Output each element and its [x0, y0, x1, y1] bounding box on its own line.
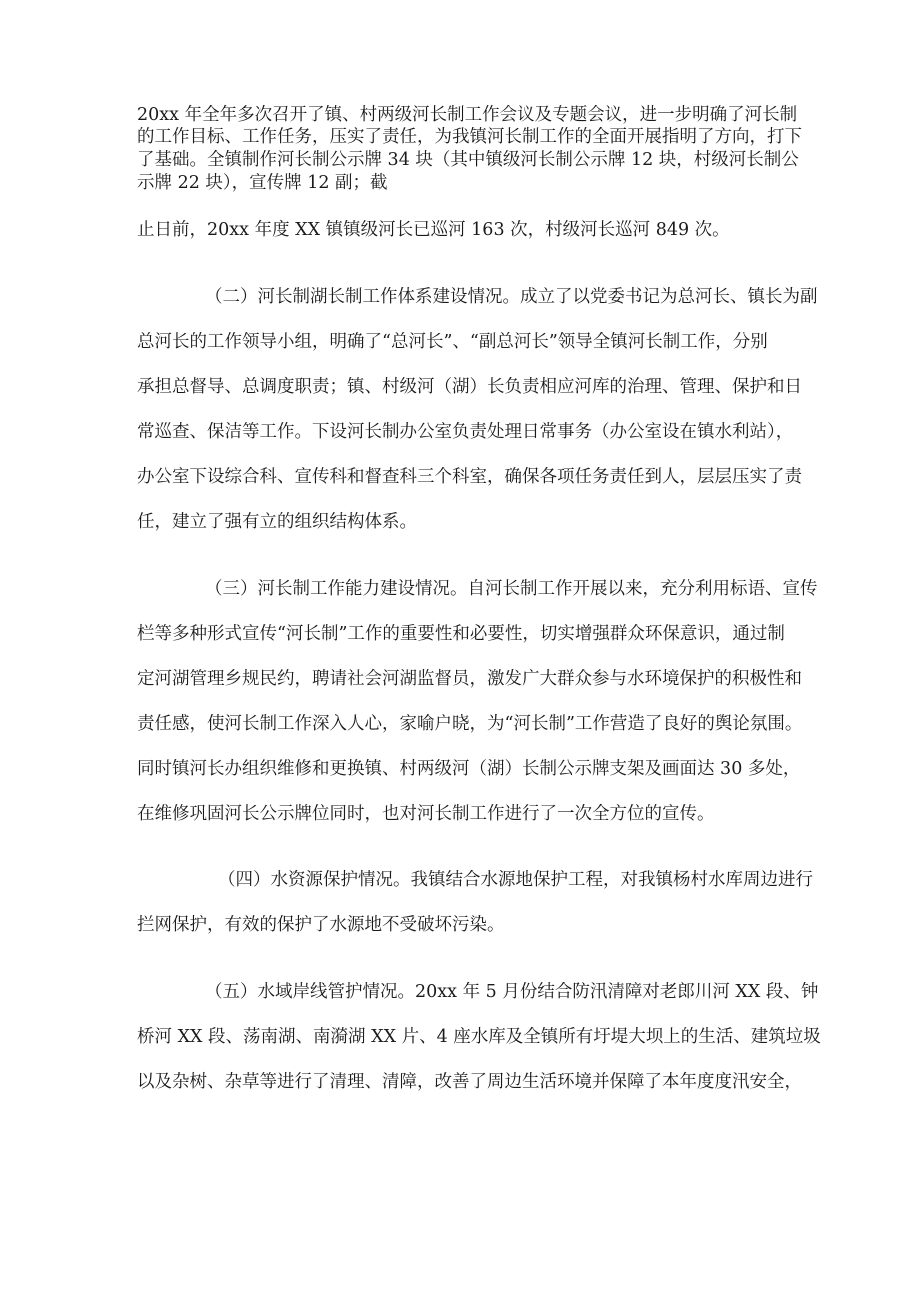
- section5-line-2: 桥河 XX 段、荡南湖、南漪湖 XX 片、4 座水库及全镇所有圩堤大坝上的生活、建筑垃圾: [137, 1027, 821, 1047]
- intro-line-1: 20xx 年全年多次召开了镇、村两级河长制工作会议及专题会议，进一步明确了河长制: [137, 105, 798, 125]
- section5-line-3: 以及杂树、杂草等进行了清理、清障，改善了周边生活环境并保障了本年度度汛安全，: [137, 1072, 802, 1092]
- section2-line-4: 常巡查、保洁等工作。下设河长制办公室负责处理日常事务（办公室设在镇水利站），: [137, 422, 794, 442]
- section2-line-2: 总河长的工作领导小组，明确了“总河长”、“副总河长”领导全镇河长制工作，分别: [137, 332, 768, 352]
- section3-line-3: 定河湖管理乡规民约，聘请社会河湖监督员，激发广大群众参与水环境保护的积极性和: [137, 669, 802, 689]
- intro-line-3: 了基础。全镇制作河长制公示牌 34 块（其中镇级河长制公示牌 12 块，村级河长制公: [137, 150, 799, 170]
- section2-line-1: （二）河长制湖长制工作体系建设情况。成立了以党委书记为总河长、镇长为副: [205, 287, 818, 307]
- intro-line-2: 的工作目标、工作任务，压实了责任，为我镇河长制工作的全面开展指明了方向，打下: [137, 127, 802, 147]
- section4-line-1: （四）水资源保护情况。我镇结合水源地保护工程，对我镇杨村水库周边进行: [218, 870, 813, 890]
- section3-line-6: 在维修巩固河长公示牌位同时，也对河长制工作进行了一次全方位的宣传。: [137, 804, 715, 824]
- intro-line-5: 止日前，20xx 年度 XX 镇镇级河长已巡河 163 次，村级河长巡河 849 次。: [137, 220, 730, 240]
- section2-line-3: 承担总督导、总调度职责；镇、村级河（湖）长负责相应河库的治理、管理、保护和日: [137, 377, 802, 397]
- section2-line-5: 办公室下设综合科、宣传科和督查科三个科室，确保各项任务责任到人，层层压实了责: [137, 467, 802, 487]
- section3-line-1: （三）河长制工作能力建设情况。自河长制工作开展以来，充分利用标语、宣传: [205, 579, 818, 599]
- intro-line-4: 示牌 22 块），宣传牌 12 副；截: [137, 173, 388, 193]
- section5-line-1: （五）水域岸线管护情况。20xx 年 5 月份结合防汛清障对老郎川河 XX 段、钟: [205, 982, 819, 1002]
- section3-line-4: 责任感，使河长制工作深入人心，家喻户晓，为“河长制”工作营造了良好的舆论氛围。: [137, 714, 803, 734]
- section3-line-5: 同时镇河长办组织维修和更换镇、村两级河（湖）长制公示牌支架及画面达 30 多处，: [137, 759, 801, 779]
- section3-line-2: 栏等多种形式宣传“河长制”工作的重要性和必要性，切实增强群众环保意识，通过制: [137, 624, 785, 644]
- section4-line-2: 拦网保护，有效的保护了水源地不受破坏污染。: [137, 915, 505, 935]
- section2-line-6: 任，建立了强有立的组织结构体系。: [137, 512, 417, 532]
